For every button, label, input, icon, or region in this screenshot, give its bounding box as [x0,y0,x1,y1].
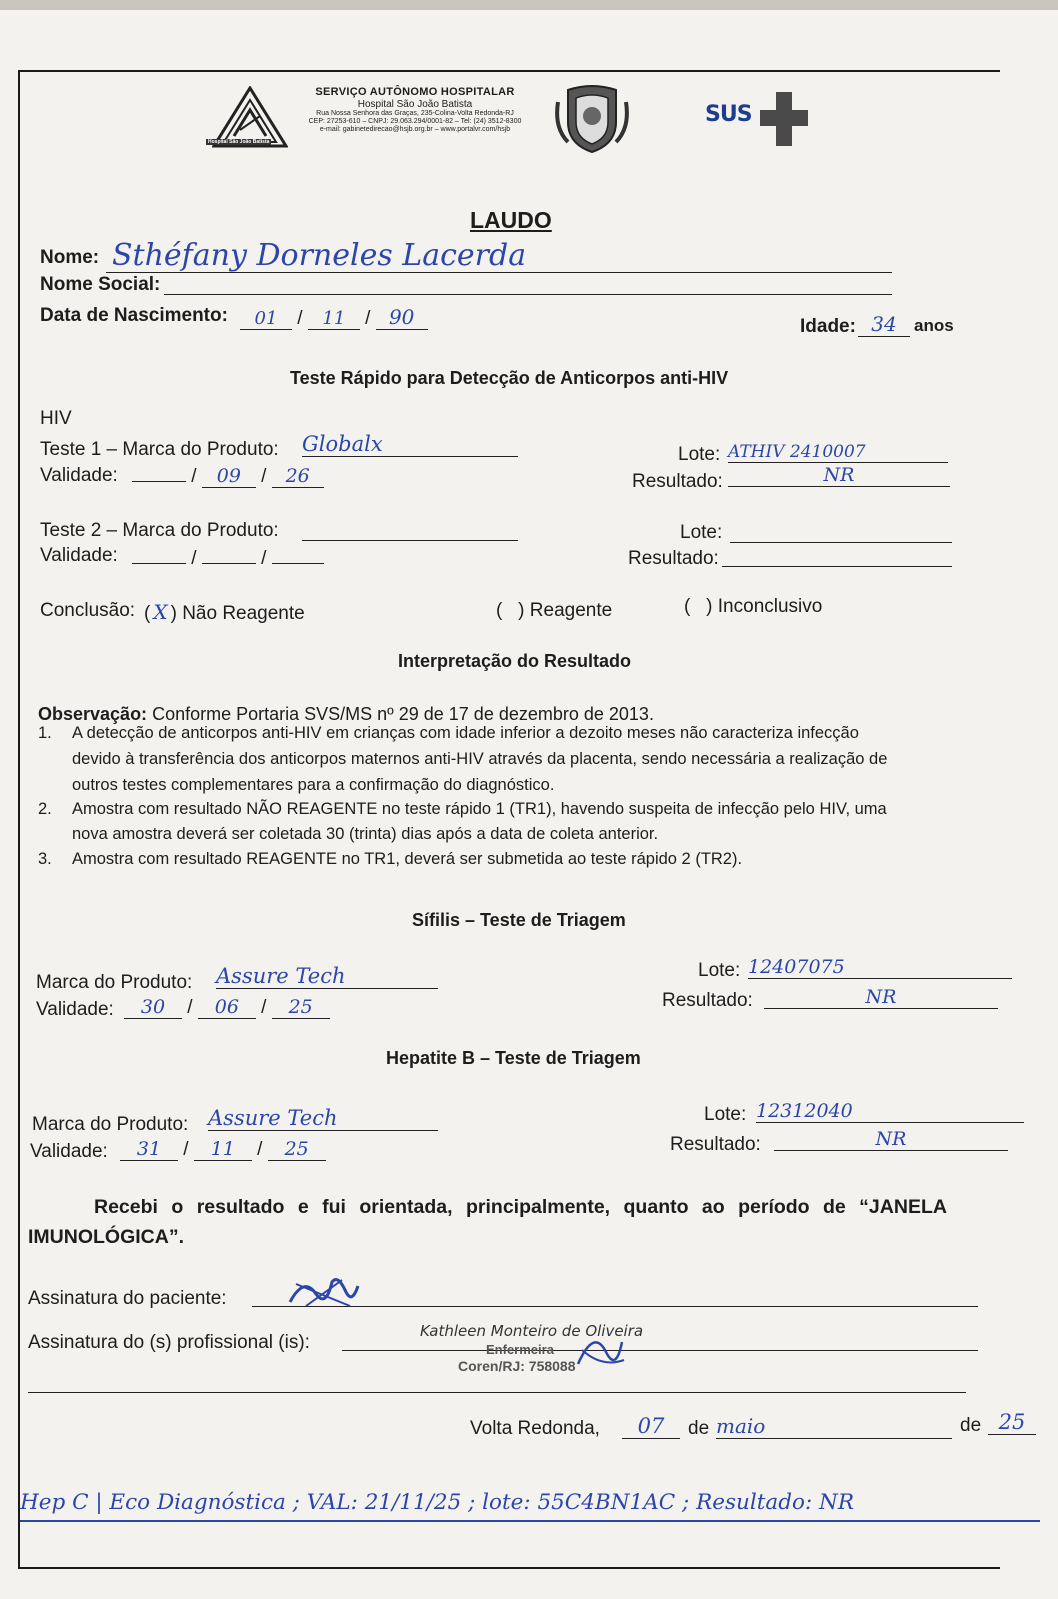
assinatura-paciente-label: Assinatura do paciente: [28,1288,227,1309]
hiv-t2-resultado-label: Resultado: [628,548,719,569]
separator-line [28,1392,966,1393]
hepb-validade: 31 / 11 / 25 [120,1138,326,1161]
nasc-month: 11 [308,308,360,330]
sifilis-lote-value: 12407075 [748,956,1012,979]
nascimento-date: 01 / 11 / 90 [240,305,428,330]
hiv-t1-marca-label: Teste 1 – Marca do Produto: [40,439,279,460]
hiv-t2-marca-label: Teste 2 – Marca do Produto: [40,520,279,541]
assinatura-profissional-line [342,1350,978,1351]
hospital-header [280,86,550,134]
hepb-validade-label: Validade: [30,1141,108,1162]
hiv-t2-lote-line [730,542,952,543]
nome-value: Sthéfany Dorneles Lacerda [112,238,527,273]
sus-cross-icon [760,92,808,146]
hiv-t1-lote-value: ATHIV 2410007 [728,442,948,463]
date-de2: de [960,1415,982,1436]
stamp-coren: Coren/RJ: 758088 [458,1358,576,1374]
recebi-line1: Recebi o resultado e fui orientada, principalmente, quanto ao período de “JANELA [94,1196,947,1218]
nome-social-label: Nome Social: [40,274,161,295]
assinatura-profissional-label: Assinatura do (s) profissional (is): [28,1332,310,1353]
conclusao-opt3-label: Inconclusivo [717,596,823,617]
hepb-val-year: 25 [268,1138,326,1161]
stamp-name: Kathleen Monteiro de Oliveira [420,1322,644,1340]
sifilis-validade: 30 / 06 / 25 [124,996,330,1019]
date-de1: de [688,1418,710,1439]
hiv-t2-marca-line [302,540,518,541]
document-page [0,10,1058,1599]
conclusao-label: Conclusão: [40,600,136,621]
hiv-section-title: Teste Rápido para Detecção de Anticorpos anti-HIV [290,368,729,388]
hospital-address: Rua Nossa Senhora das Graças, 235-Colina-Volta Redonda-RJ [316,110,514,118]
item3-line1: Amostra com resultado REAGENTE no TR1, deverá ser submetida ao teste rápido 2 (TR2). [72,850,743,868]
hepb-lote-label: Lote: [704,1104,747,1125]
conclusao-reagente[interactable]: ( ) Reagente [496,600,613,621]
date-month: maio [716,1414,952,1439]
patient-signature [286,1272,362,1312]
obs-text: Conforme Portaria SVS/MS nº 29 de 17 de dezembro de 2013. [152,704,654,724]
item2-num: 2. [38,800,52,818]
hospital-name: Hospital São João Batista [357,98,473,110]
hiv-t1-validade: / 09 / 26 [132,465,324,488]
footer-handwritten-note: Hep C | Eco Diagnóstica ; VAL: 21/11/25 ; lote: 55C4BN1AC ; Resultado: NR [20,1490,855,1515]
conclusao-opt1-label: Não Reagente [182,603,305,624]
hepb-marca-label: Marca do Produto: [32,1114,189,1135]
sus-logo-text: SUS [705,102,752,127]
date-year: 25 [988,1410,1036,1435]
nasc-day: 01 [240,308,292,330]
nasc-year: 90 [376,305,428,330]
item1-line2: devido à transferência dos anticorpos maternos anti-HIV através da placenta, sendo necessária a realização de [72,750,888,768]
sifilis-marca-value: Assure Tech [216,964,438,989]
footer-note-underline [20,1520,1040,1522]
nome-label: Nome: [40,247,100,268]
hiv-t1-resultado-value: NR [728,464,950,487]
city-crest-icon [552,82,632,154]
date-day: 07 [622,1414,680,1439]
anos-label: anos [914,316,954,335]
hepb-val-day: 31 [120,1138,178,1161]
item1-line3: outros testes complementares para a confirmação do diagnóstico. [72,776,555,794]
hepb-resultado-label: Resultado: [670,1134,761,1155]
page-title: LAUDO [470,207,552,233]
idade-label: Idade: [800,316,856,337]
professional-signature [572,1324,628,1376]
sifilis-resultado-value: NR [764,986,998,1009]
sifilis-val-year: 25 [272,996,330,1019]
observacao [38,704,654,725]
item1-line1: A detecção de anticorpos anti-HIV em crianças com idade inferior a dezoito meses não caracteriza infecção [72,724,859,742]
hiv-t2-validade: / / [132,545,324,570]
recebi-line2: IMUNOLÓGICA”. [28,1226,184,1248]
hepb-title: Hepatite B – Teste de Triagem [386,1048,641,1068]
sifilis-val-month: 06 [198,996,256,1019]
stamp-role: Enfermeira [486,1342,554,1357]
nascimento-label: Data de Nascimento: [40,305,228,326]
hiv-t1-lote-label: Lote: [678,444,721,465]
hepb-val-month: 11 [194,1138,252,1161]
sifilis-val-day: 30 [124,996,182,1019]
hepb-lote-value: 12312040 [756,1100,1024,1123]
hiv-t1-val-day [132,481,186,482]
obs-label: Observação: [38,704,148,724]
conclusao-opt2-label: Reagente [529,600,613,621]
interp-title: Interpretação do Resultado [398,651,632,671]
logo-caption: Hospital São João Batista [208,139,270,145]
item1-num: 1. [38,724,52,742]
hiv-label: HIV [40,408,72,429]
hiv-t1-validade-label: Validade: [40,465,118,486]
hiv-t2-lote-label: Lote: [680,522,723,543]
sifilis-title: Sífilis – Teste de Triagem [412,910,626,930]
city-label: Volta Redonda, [470,1418,600,1439]
sifilis-lote-label: Lote: [698,960,741,981]
idade-value: 34 [858,312,910,337]
hiv-t2-validade-label: Validade: [40,545,118,566]
sifilis-marca-label: Marca do Produto: [36,972,193,993]
conclusao-checkmark: X [153,600,168,624]
nome-social-line [164,294,892,295]
sifilis-resultado-label: Resultado: [662,990,753,1011]
hospital-cep: CEP: 27253-610 – CNPJ: 29.063.294/0001-82 – Tel: (24) 3512-8300 [308,118,522,126]
hiv-t1-resultado-label: Resultado: [632,471,723,492]
hiv-t1-marca-value: Globalx [302,432,518,457]
conclusao-inconclusivo[interactable]: ( ) Inconclusivo [684,596,823,617]
item2-line1: Amostra com resultado NÃO REAGENTE no teste rápido 1 (TR1), havendo suspeita de infecção pelo HIV, uma [72,800,887,818]
hospital-email: e-mail: gabinetedirecao@hsjb.org.br – www.portalvr.com/hsjb [319,126,511,134]
sifilis-validade-label: Validade: [36,999,114,1020]
conclusao-nao-reagente[interactable]: ( X ) Não Reagente [144,600,305,624]
hepb-resultado-value: NR [774,1128,1008,1151]
hiv-t1-val-month: 09 [202,465,256,488]
item3-num: 3. [38,850,52,868]
hiv-t1-val-year: 26 [272,465,324,488]
hepb-marca-value: Assure Tech [208,1106,438,1131]
hiv-t2-resultado-line [722,566,952,567]
item2-line2: nova amostra deverá ser coletada 30 (trinta) dias após a data de coleta anterior. [72,825,659,843]
org-name: SERVIÇO AUTÔNOMO HOSPITALAR [315,86,515,98]
